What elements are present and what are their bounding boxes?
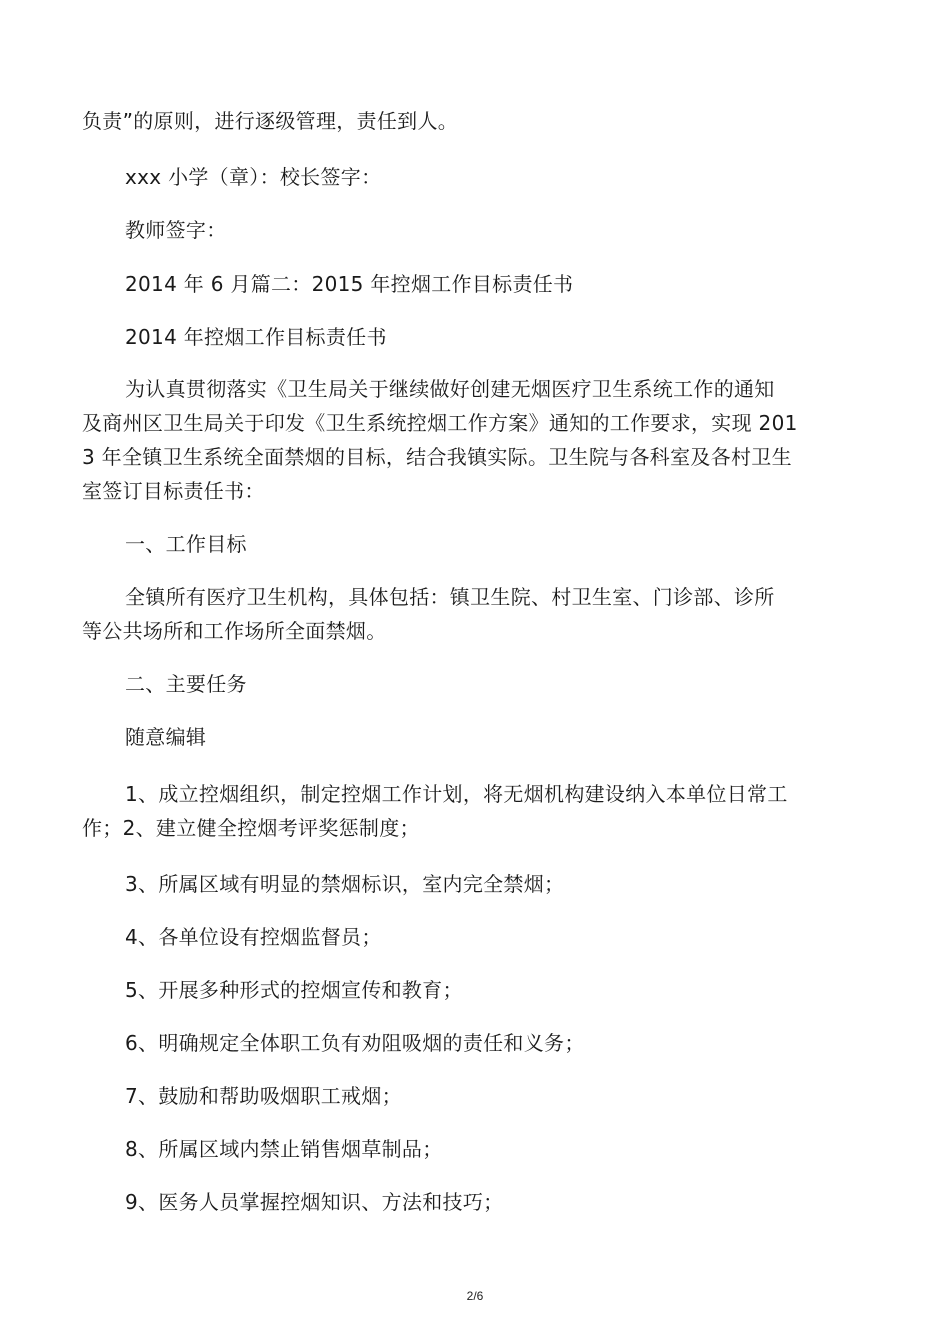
- section-heading: 一、工作目标: [125, 532, 247, 556]
- list-item: 1、成立控烟组织，制定控烟工作计划，将无烟机构建设纳入本单位日常工: [125, 782, 788, 806]
- list-item: 7、鼓励和帮助吸烟职工戒烟；: [125, 1084, 402, 1108]
- signature-line-school: xxx 小学（章）：校长签字：: [125, 165, 382, 189]
- body-text-line: 及商州区卫生局关于印发《卫生系统控烟工作方案》通知的工作要求，实现 201: [82, 411, 798, 435]
- list-item: 作；2、建立健全控烟考评奖惩制度；: [82, 816, 420, 840]
- date-and-section-title: 2014 年 6 月篇二：2015 年控烟工作目标责任书: [125, 272, 574, 296]
- section-heading: 二、主要任务: [125, 672, 247, 696]
- document-title: 2014 年控烟工作目标责任书: [125, 325, 387, 349]
- list-item: 4、各单位设有控烟监督员；: [125, 925, 382, 949]
- body-text-line: 负责”的原则，进行逐级管理，责任到人。: [82, 109, 459, 133]
- list-item: 6、明确规定全体职工负有劝阻吸烟的责任和义务；: [125, 1031, 585, 1055]
- list-item: 5、开展多种形式的控烟宣传和教育；: [125, 978, 463, 1002]
- body-text-line: 为认真贯彻落实《卫生局关于继续做好创建无烟医疗卫生系统工作的通知: [125, 377, 775, 401]
- list-item: 8、所属区域内禁止销售烟草制品；: [125, 1137, 443, 1161]
- body-text-line: 3 年全镇卫生系统全面禁烟的目标，结合我镇实际。卫生院与各科室及各村卫生: [82, 445, 792, 469]
- body-text-line: 随意编辑: [125, 725, 207, 749]
- page-number: 2/6: [466, 1289, 484, 1303]
- signature-line-teacher: 教师签字：: [125, 218, 227, 242]
- list-item: 9、医务人员掌握控烟知识、方法和技巧；: [125, 1190, 504, 1214]
- body-text-line: 室签订目标责任书：: [82, 479, 265, 503]
- body-text-line: 全镇所有医疗卫生机构，具体包括：镇卫生院、村卫生室、门诊部、诊所: [125, 585, 775, 609]
- body-text-line: 等公共场所和工作场所全面禁烟。: [82, 619, 387, 643]
- list-item: 3、所属区域有明显的禁烟标识，室内完全禁烟；: [125, 872, 565, 896]
